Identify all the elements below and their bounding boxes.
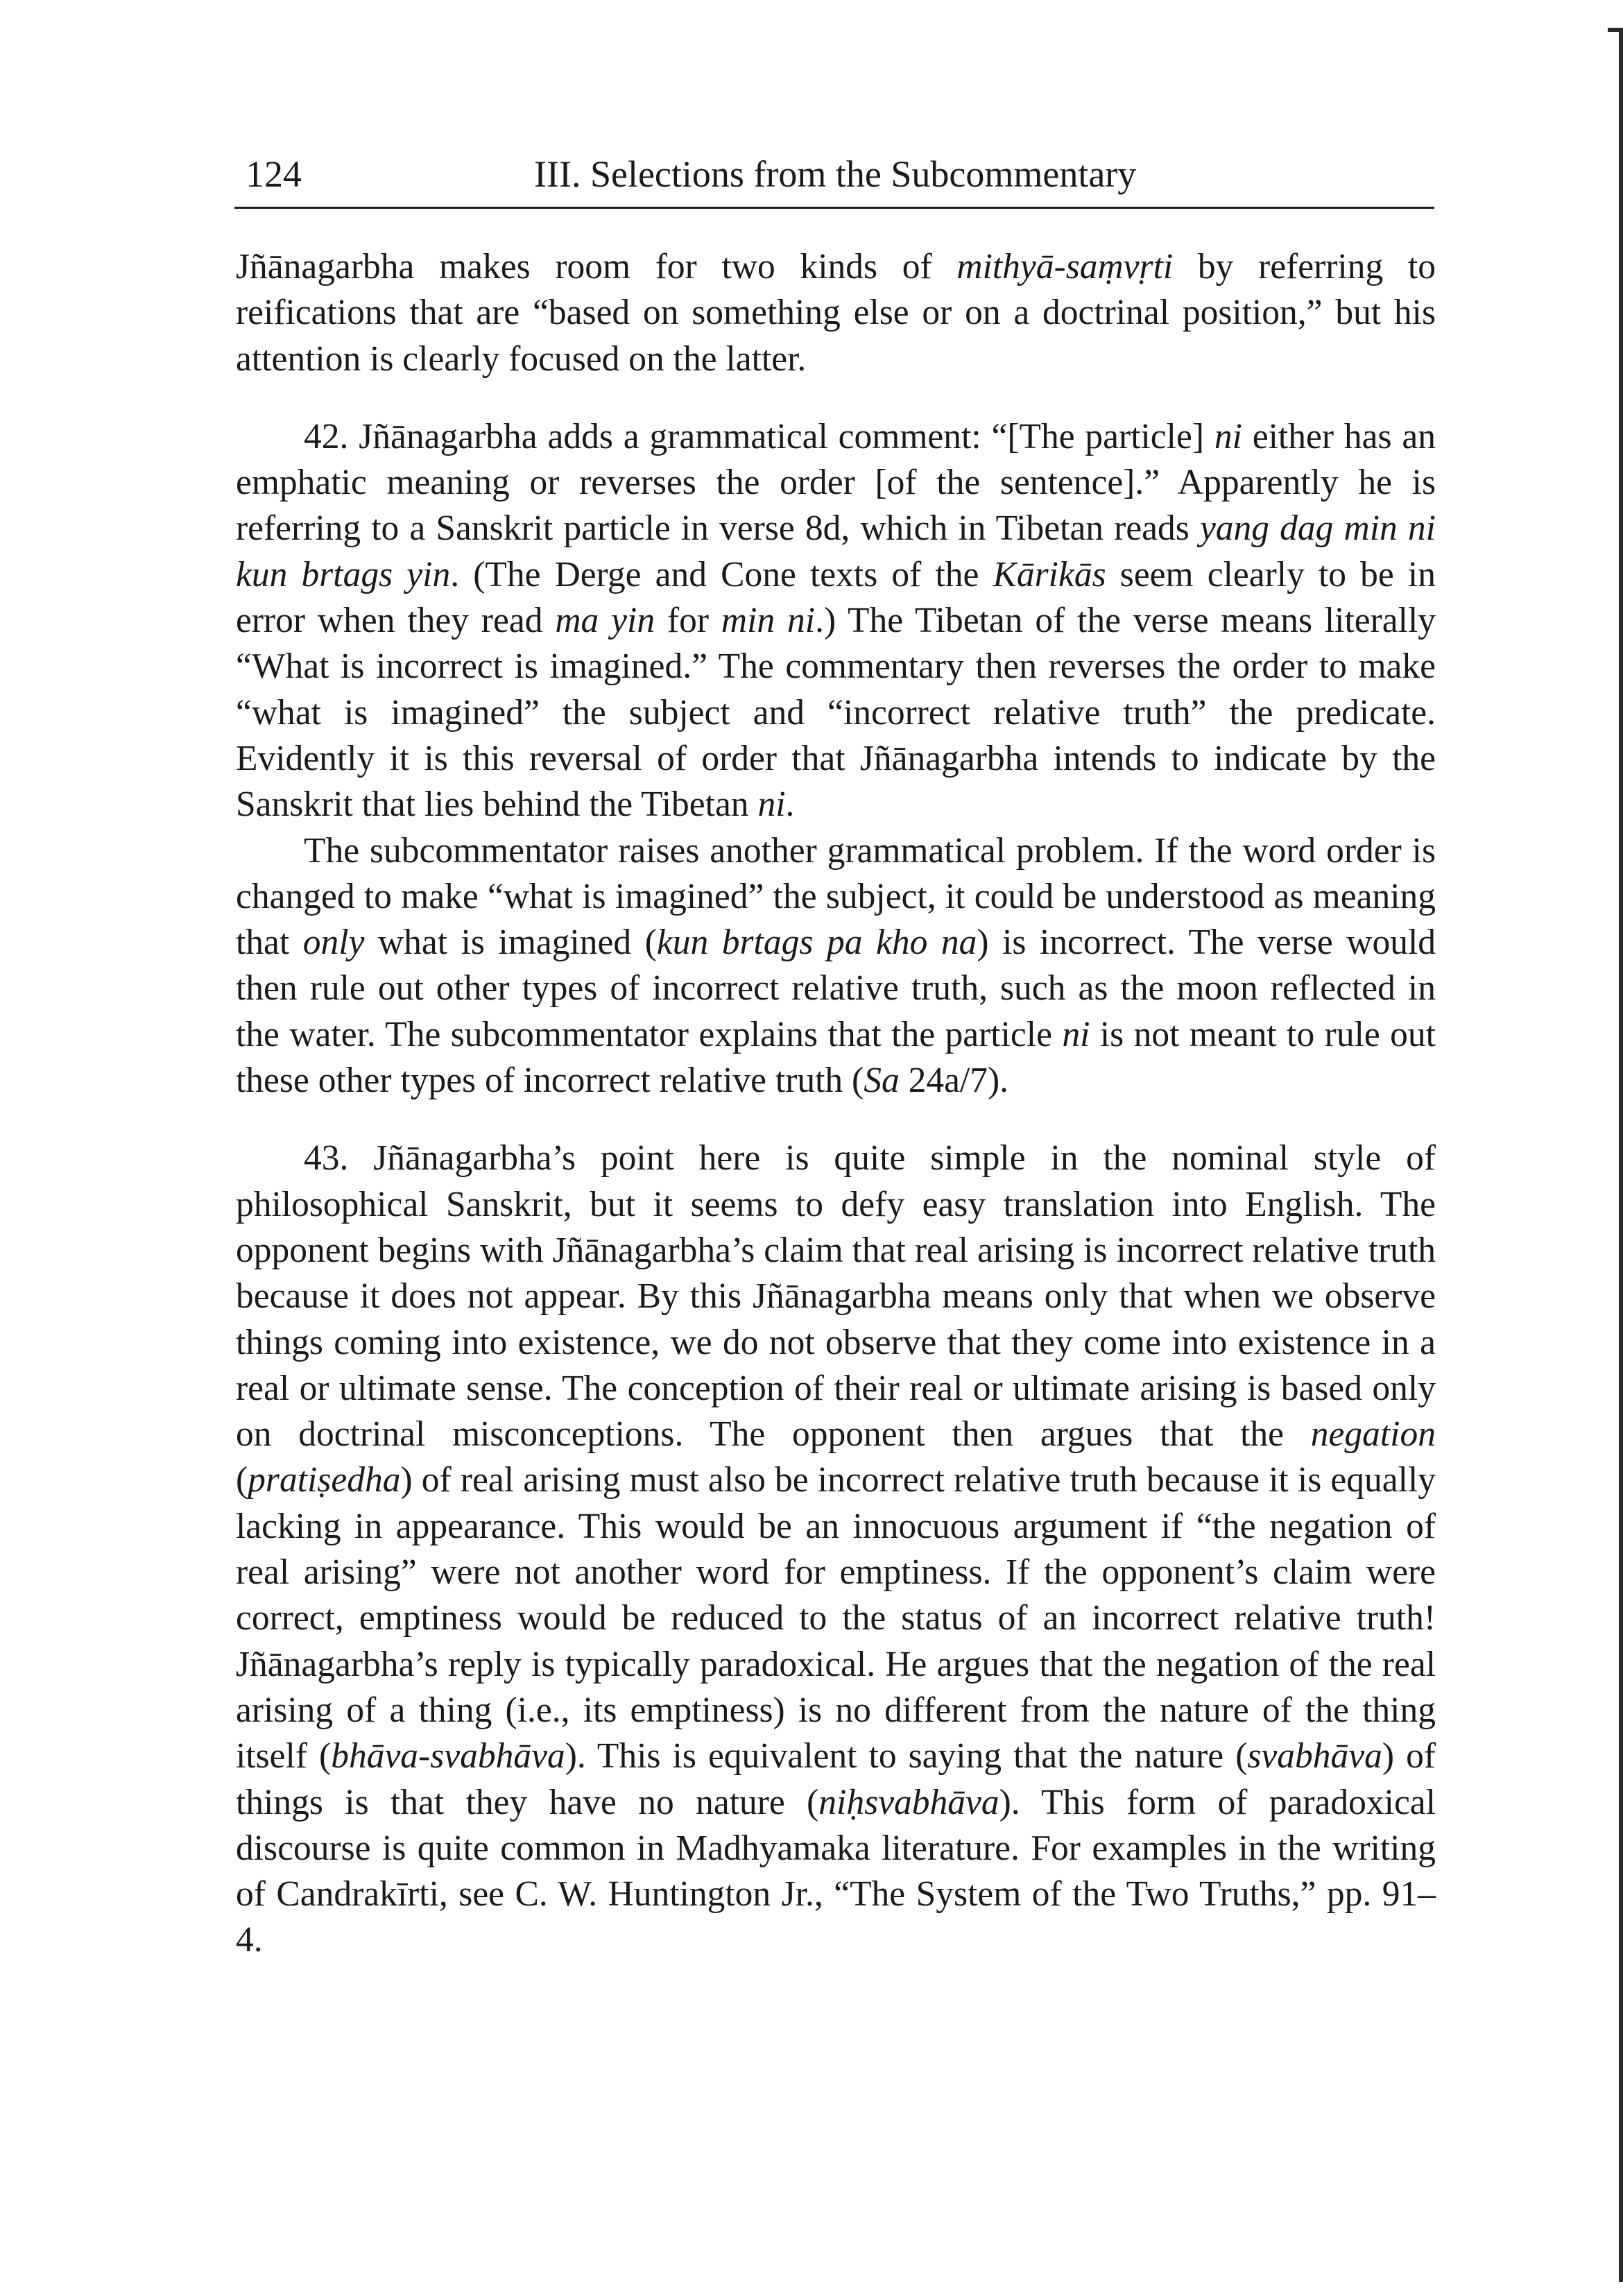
running-head: III. Selections from the Subcommentary [534,153,1137,195]
paragraph-note-43: 43. Jñānagarbha’s point here is quite simple in the nominal style of philosophical Sanskrit, but it seems to defy easy translation into English. The opponent begins with Jñānagarbha’s claim that real arising is incorrect relative truth because it does not appear. By this Jñānagarbha means only that when we observe things coming into existence, we do not observe that they come into existence in a real or ultimate sense. The conception of their real or ultimate arising is based only on doctrinal misconceptions. The opponent then argues that the negation (pratiṣedha) of real arising must also be incorrect relative truth because it is equally lacking in appearance. This would be an innocuous argument if “the negation of real arising” were not another word for emptiness. If the opponent’s claim were correct, emptiness would be reduced to the status of an incorrect relative truth! Jñānagarbha’s reply is typically paradoxical. He argues that the negation of the real arising of a thing (i.e., its emptiness) is no different from the nature of the thing itself (bhāva-svabhāva). This is equivalent to saying that the nature (svabhāva) of things is that they have no nature (niḥsvabhāva). This form of paradoxical discourse is quite common in Madhyamaka literature. For examples in the writing of Candrakīrti, see C. W. Huntington Jr., “The System of the Two Truths,” pp. 91–4. [236,1138,1436,1960]
body-text [236,244,1436,1964]
paragraph-continuation: Jñānagarbha makes room for two kinds of mithyā-saṃvṛti by referring to reifications that are “based on something else or on a doctrinal position,” but his attention is clearly focused on the latter. [236,247,1436,379]
page-edge-corner [1608,28,1623,32]
page-edge-shadow [1619,28,1623,2282]
page-number: 124 [246,153,302,195]
paragraph-note-42: 42. Jñānagarbha adds a grammatical comment: “[The particle] ni either has an emphatic meaning or reverses the order [of the sentence].” Apparently he is referring to a Sanskrit particle in verse 8d, which in Tibetan reads yang dag min ni kun brtags yin. (The Derge and Cone texts of the Kārikās seem clearly to be in error when they read ma yin for min ni.) The Tibetan of the verse means literally “What is incorrect is imagined.” The commentary then reverses the order to make “what is imagined” the subject and “incorrect relative truth” the predicate. Evidently it is this reversal of order that Jñānagarbha intends to indicate by the Sanskrit that lies behind the Tibetan ni. [236,416,1436,825]
page-header [234,151,1434,209]
paragraph-subcommentator: The subcommentator raises another grammatical problem. If the word order is changed to make “what is imagined” the subject, it could be understood as meaning that only what is imagined (kun brtags pa kho na) is incorrect. The verse would then rule out other types of incorrect relative truth, such as the moon reflected in the water. The subcommentator explains that the particle ni is not meant to rule out these other types of incorrect relative truth (Sa 24a/7). [236,830,1436,1101]
